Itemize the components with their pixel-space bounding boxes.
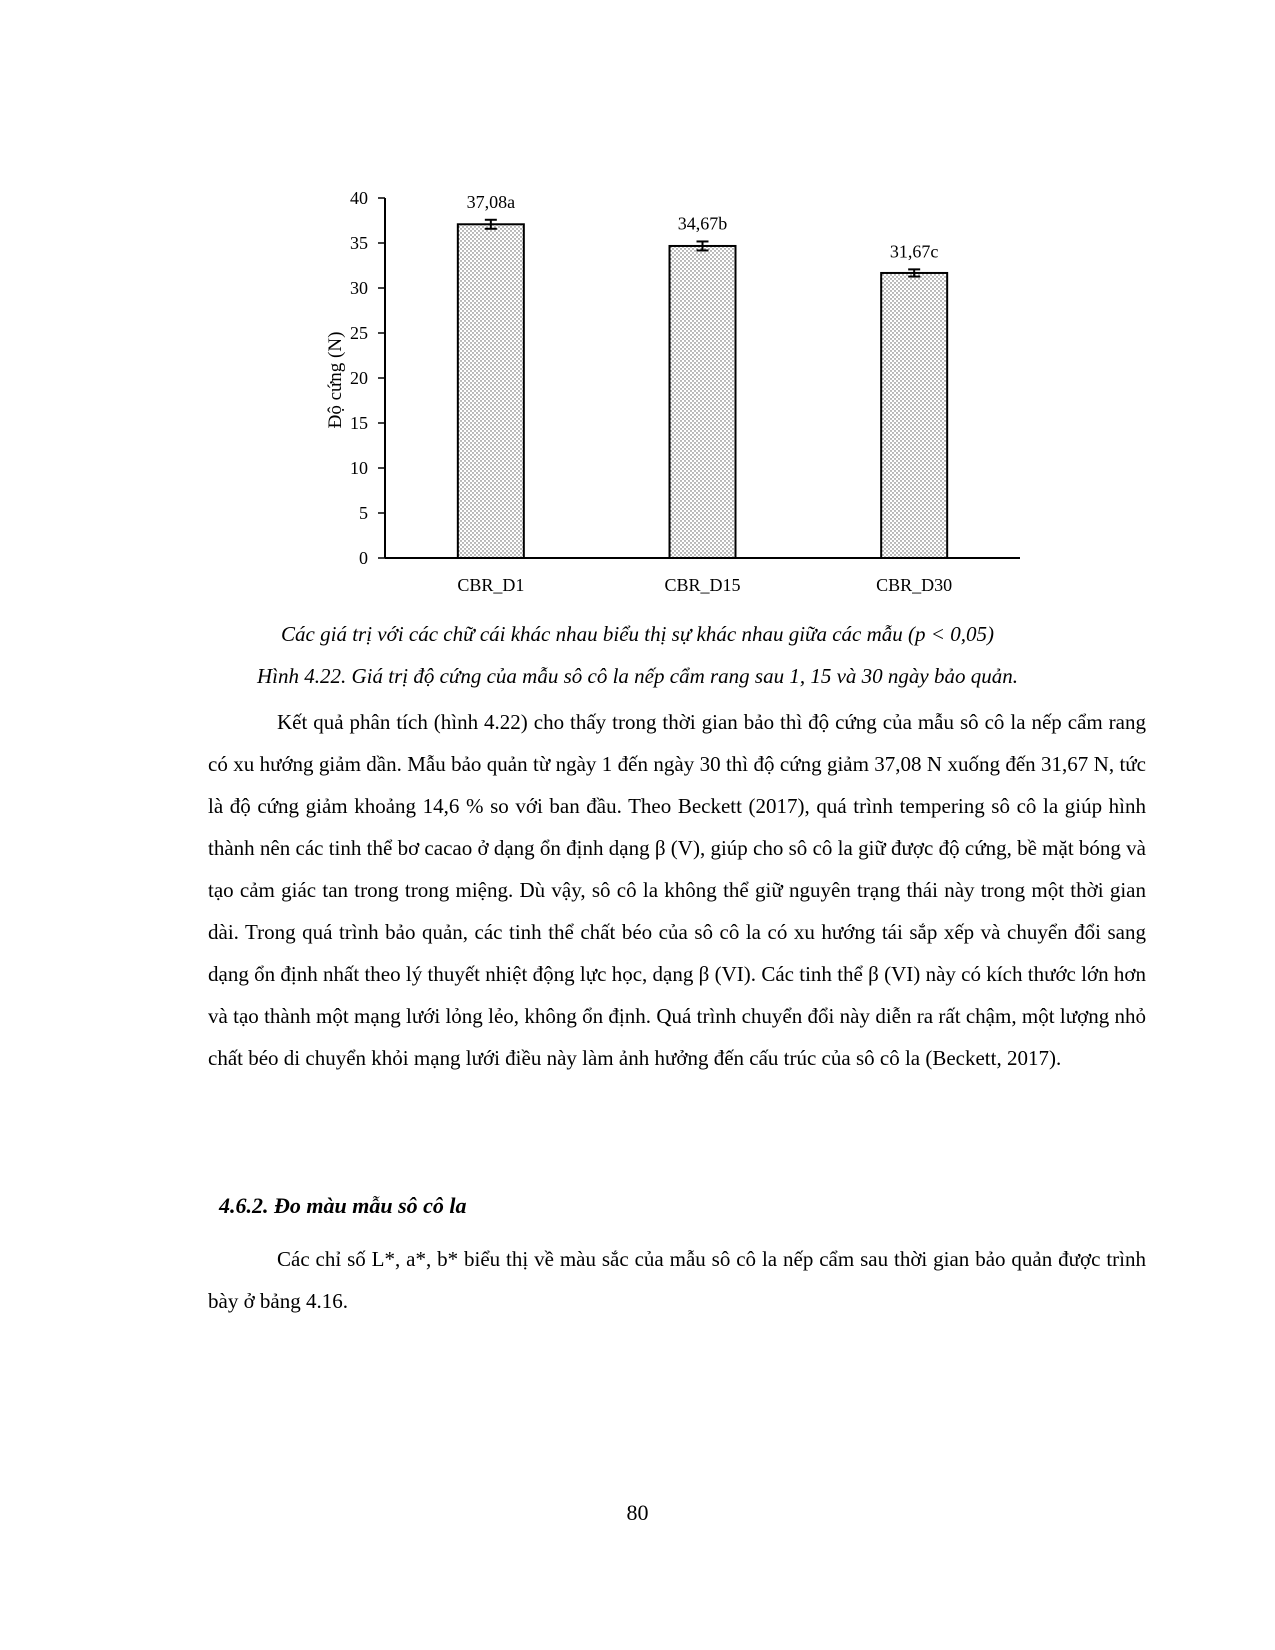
bar-CBR_D30 <box>881 273 947 558</box>
x-tick-label: CBR_D15 <box>664 575 741 595</box>
hardness-bar-chart <box>0 0 1275 620</box>
paragraph-results: Kết quả phân tích (hình 4.22) cho thấy trong thời gian bảo thì độ cứng của mẫu sô cô la nếp cẩm rang có xu hướng giảm dần. Mẫu bảo quản từ ngày 1 đến ngày 30 thì độ cứng giảm 37,08 N xuống đến 31,67 N, tức là độ cứng giảm khoảng 14,6 % so với ban đầu. Theo Beckett (2017), quá trình tempering sô cô la giúp hình thành nên các tinh thể bơ cacao ở dạng ổn định dạng β (V), giúp cho sô cô la giữ được độ cứng, bề mặt bóng và tạo cảm giác tan trong trong miệng. Dù vậy, sô cô la không thể giữ nguyên trạng thái này trong một thời gian dài. Trong quá trình bảo quản, các tinh thể chất béo của sô cô la có xu hướng tái sắp xếp và chuyển đổi sang dạng ổn định nhất theo lý thuyết nhiệt động lực học, dạng β (VI). Các tinh thể β (VI) này có kích thước lớn hơn và tạo thành một mạng lưới lỏng lẻo, không ổn định. Quá trình chuyển đổi này diễn ra rất chậm, một lượng nhỏ chất béo di chuyển khỏi mạng lưới điều này làm ảnh hưởng đến cấu trúc của sô cô la (Beckett, 2017). <box>208 710 1146 1070</box>
y-tick-label: 20 <box>350 368 368 388</box>
y-tick-label: 10 <box>350 458 368 478</box>
bar-CBR_D15 <box>670 246 736 558</box>
data-label: 34,67b <box>677 213 728 234</box>
y-tick-label: 15 <box>350 413 368 433</box>
figure-note: Các giá trị với các chữ cái khác nhau biểu thị sự khác nhau giữa các mẫu (p < 0,05) <box>281 622 994 646</box>
data-label: 37,08a <box>466 191 516 212</box>
y-axis-title: Độ cứng (N) <box>325 331 346 429</box>
y-tick-label: 40 <box>350 188 368 208</box>
x-tick-label: CBR_D30 <box>876 575 953 595</box>
page-number: 80 <box>626 1500 649 1525</box>
y-tick-label: 25 <box>350 323 368 343</box>
y-tick-label: 30 <box>350 278 368 298</box>
y-tick-label: 5 <box>359 503 368 523</box>
paragraph-color: Các chỉ số L*, a*, b* biểu thị về màu sắc của mẫu sô cô la nếp cẩm sau thời gian bảo quản được trình bày ở bảng 4.16. <box>208 1247 1146 1313</box>
y-tick-label: 35 <box>350 233 368 253</box>
figure-caption: Hình 4.22. Giá trị độ cứng của mẫu sô cô la nếp cẩm rang sau 1, 15 và 30 ngày bảo quản. <box>257 664 1018 688</box>
bar-CBR_D1 <box>458 224 524 558</box>
y-tick-label: 0 <box>359 548 368 568</box>
x-tick-label: CBR_D1 <box>457 575 525 595</box>
section-heading: 4.6.2. Đo màu mẫu sô cô la <box>219 1193 467 1218</box>
data-label: 31,67c <box>889 241 939 262</box>
